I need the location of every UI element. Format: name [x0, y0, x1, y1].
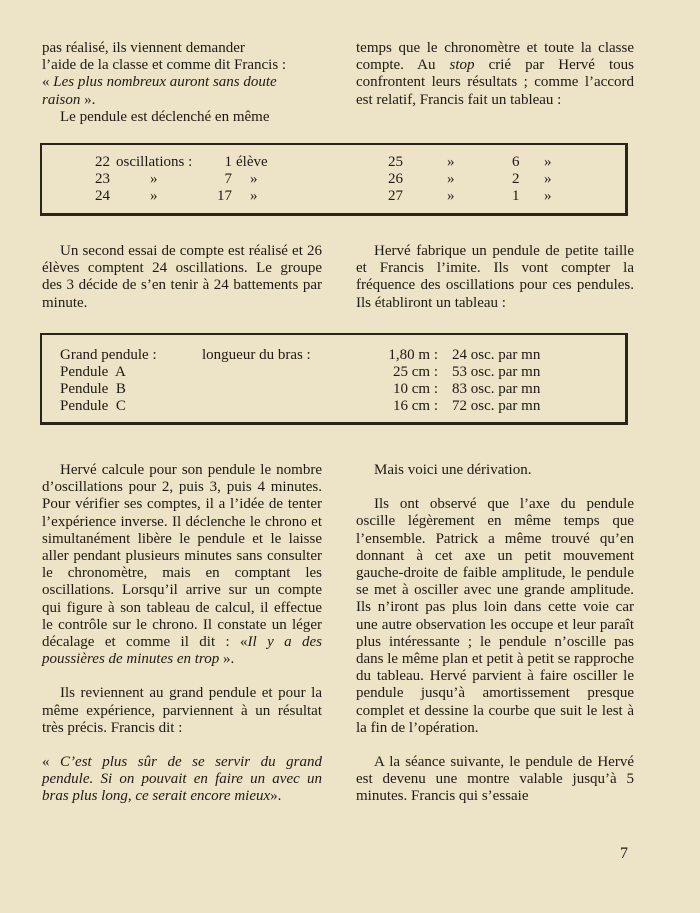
paragraph: Ils ont observé que l’axe du pendule oscille légèrement en même temps que l’ensemble. Patrick a même trouvé qu’en donnant à cet axe un petit mouvement gauche-droite de faible amplitude, le pendule se met à osciller avec une grande amplitude. Ils n’iront pas plus loin dans cette voie car une autre observation les occupe et leur paraît plus intéressante ; le pendule n’oscille pas dans le même plan et petit à petit se rapproche du tableau. Hervé parvient à faire osciller le pendule jusqu’à amortissement presque complet et dessine la courbe que suit le lest à la fin de l’opération.: [356, 496, 634, 736]
paragraph: A la séance suivante, le pendule de Hervé est devenu une montre valable jusqu’à 5 minutes. Francis qui s’essaie: [356, 754, 634, 805]
paragraph: temps que le chronomètre et toute la classe compte. Au stop crié par Hervé tous confrontent leurs résultats ; comme l’accord est relatif, Francis fait un tableau :: [356, 40, 635, 108]
bottom-right-column: [356, 462, 634, 806]
text-line: Le pendule est déclenché en même: [60, 108, 270, 125]
top-left-column: [42, 40, 322, 126]
paragraph: Ils reviennent au grand pendule et pour la même expérience, parviennent à un résultat très précis. Francis dit :: [42, 685, 322, 736]
paragraph: « C’est plus sûr de se servir du grand pendule. Si on pouvait en faire un avec un bras plus long, ce serait encore mieux».: [42, 754, 323, 805]
bottom-left-column: [42, 462, 322, 806]
page-number: 7: [620, 845, 628, 862]
text-line: pas réalisé, ils viennent demander: [42, 40, 245, 56]
text-line: l’aide de la classe et comme dit Francis :: [42, 57, 287, 74]
text-line: raison ».: [42, 91, 96, 108]
column-header: longueur du bras :: [202, 347, 311, 363]
paragraph: Mais voici une dérivation.: [374, 462, 532, 478]
middle-left-column: [42, 243, 322, 312]
paragraph: Hervé fabrique un pendule de petite taille et Francis l’imite. Ils vont compter la fréquence des oscillations pour ces pendules. Ils établiront un tableau :: [356, 243, 634, 311]
paragraph: Un second essai de compte est réalisé et 26 élèves comptent 24 oscillations. Le groupe des 3 décide de s’en tenir à 24 battements par minute.: [42, 243, 322, 311]
top-right-column: [356, 40, 634, 109]
text-line: « Les plus nombreux auront sans doute: [42, 74, 277, 91]
oscillation-count-table: 22 oscillations : 1 élève 25 » 6 » 23 » 7 » 26 » 2 » 24 » 17 » 27 » 1 »: [40, 143, 628, 216]
middle-right-column: [356, 243, 634, 312]
pendulum-frequency-table: longueur du bras : Grand pendule : 1,80 m : 24 osc. par mn Pendule A 25 cm : 53 osc. par mn Pendule B 10 cm : 83 osc. par mn Pendule C 16 cm : 72 osc. par mn: [40, 333, 628, 425]
paragraph: Hervé calcule pour son pendule le nombre d’oscillations pour 2, puis 3, puis 4 minutes. Pour vérifier ses comptes, il a l’idée de tenter l’expérience inverse. Il déclenche le chrono et simultanément libère le pendule et le laisse aller pendant plusieurs minutes sans consulter le chronomètre, mais en comptant les oscillations. Lorsqu’il arrive sur un compte qui figure à son tableau de calcul, il effectue le contrôle sur le chrono. Il constate un léger décalage et comme il dit : «Il y a des poussières de minutes en trop ».: [42, 462, 322, 668]
